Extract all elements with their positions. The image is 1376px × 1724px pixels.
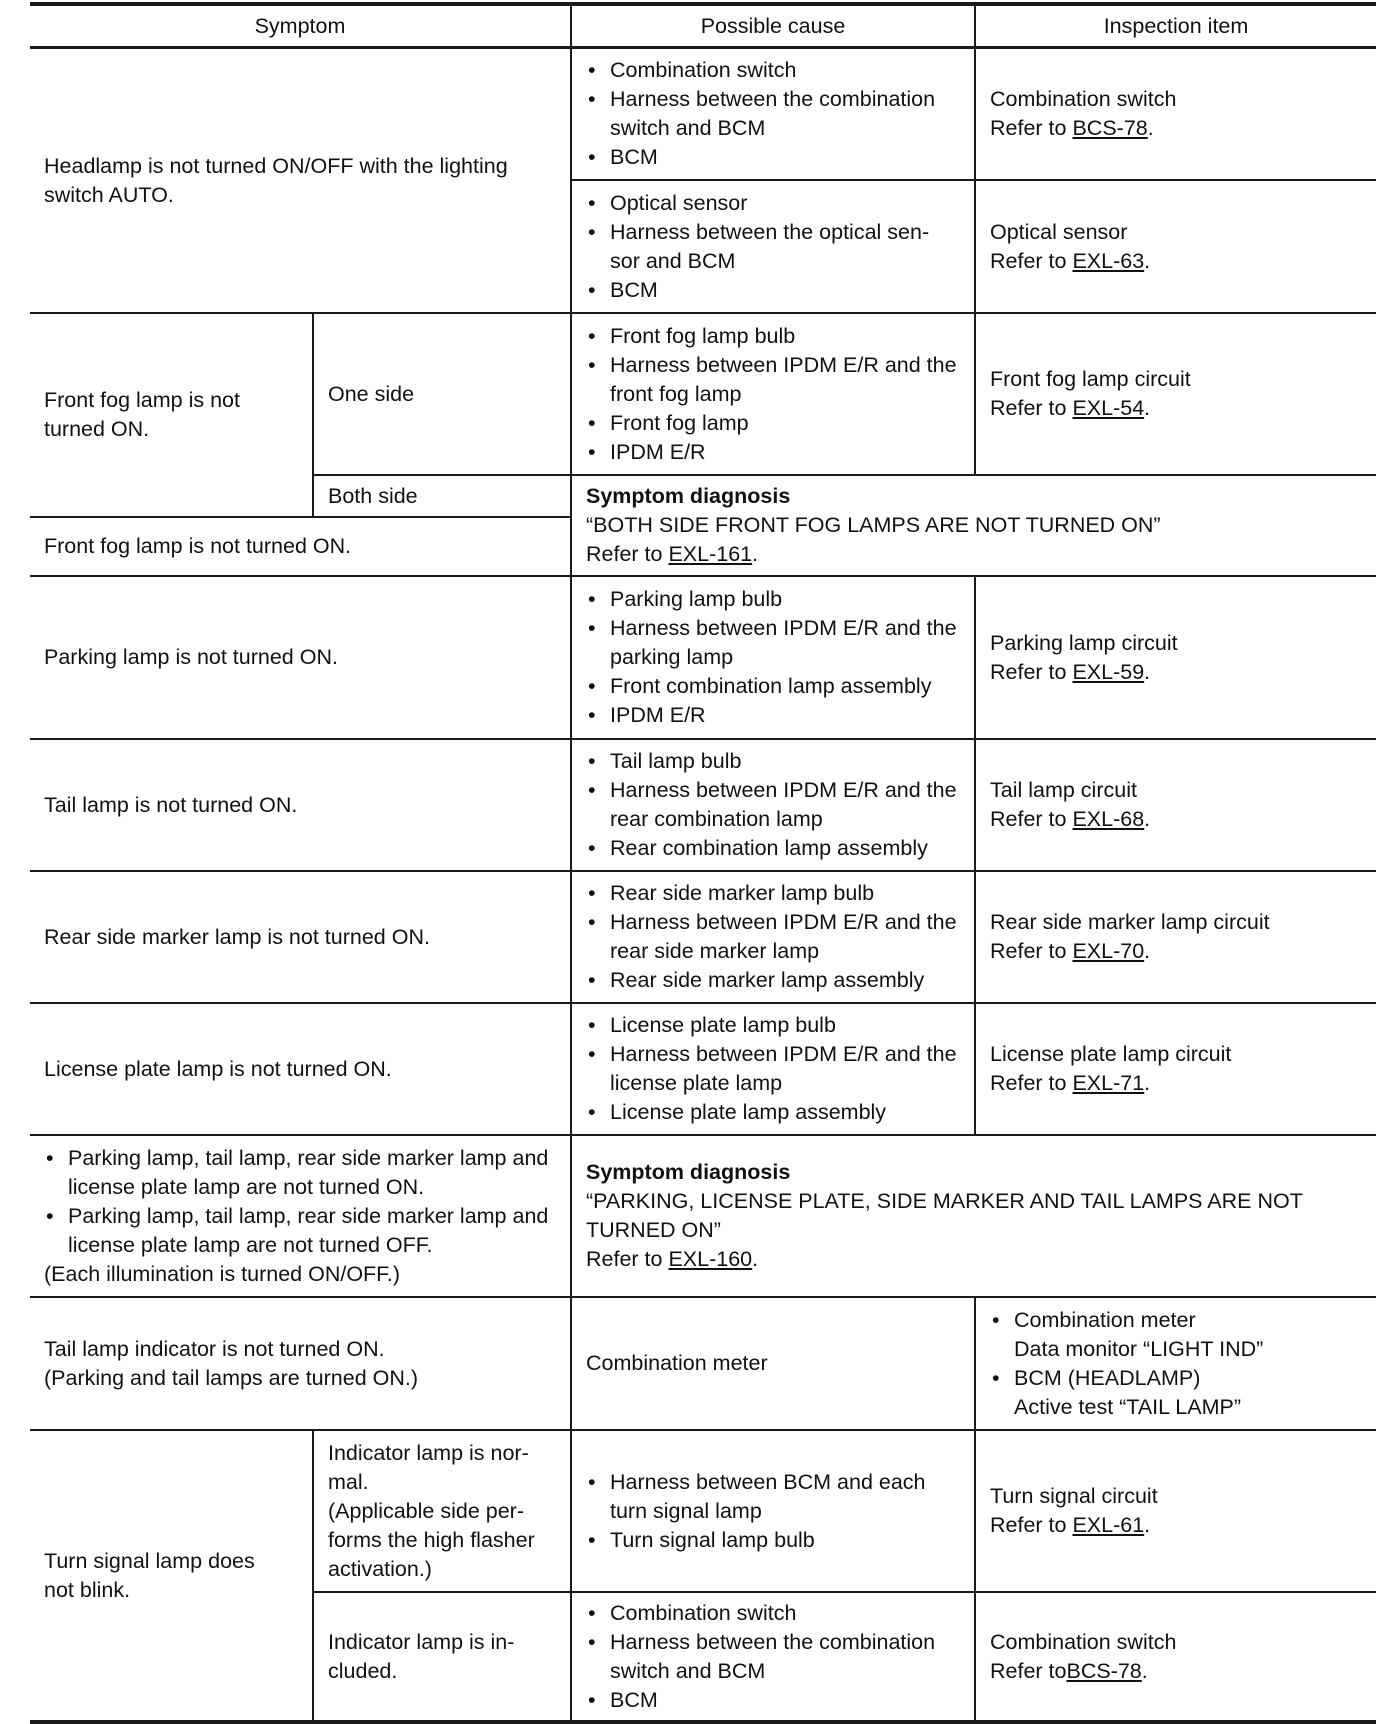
ref-prefix: Refer to (990, 939, 1073, 963)
ref-prefix: Refer to (990, 1071, 1073, 1095)
header-cause (572, 6, 974, 46)
cause-item: • Harness between IPDM E/R and the rear combination lamp (586, 776, 960, 834)
cause-cell (572, 577, 974, 738)
cause-item: • Harness between IPDM E/R and the parking lamp (586, 614, 960, 672)
cause-cell (572, 872, 974, 1002)
symptom-note: (Each illumination is turned ON/OFF.) (44, 1261, 401, 1286)
cause-item: • License plate lamp assembly (586, 1098, 960, 1127)
cause-item: • Parking lamp bulb (586, 585, 960, 614)
inspection-title: Optical sensor (990, 219, 1128, 244)
symptom-cell (30, 1298, 570, 1429)
symptom-text: License plate lamp is not turned ON. (44, 1056, 392, 1081)
inspection-item (990, 1306, 1362, 1364)
cause-cell (572, 181, 974, 312)
sub-condition-line: forms the high flasher (328, 1527, 535, 1552)
cause-item: • Harness between BCM and each turn signal lamp (586, 1468, 960, 1526)
ref-link[interactable]: EXL-71 (1072, 1071, 1145, 1095)
header-cause-label: Possible cause (700, 13, 846, 38)
symptom-cell (30, 1136, 570, 1296)
cause-cell (572, 740, 974, 870)
symptom-cell (30, 49, 570, 312)
cause-item: • Rear side marker lamp bulb (586, 879, 960, 908)
ref-suffix: . (752, 542, 759, 566)
cause-item: • BCM (586, 143, 960, 172)
inspection-cell (976, 1298, 1376, 1429)
cause-item: • Harness between IPDM E/R and the license plate lamp (586, 1040, 960, 1098)
sub-condition-cell (314, 1593, 570, 1720)
inspection-cell (976, 1431, 1376, 1591)
table-bottom-rule (30, 1720, 1376, 1724)
diagnosis-text: “BOTH SIDE FRONT FOG LAMPS ARE NOT TURNED ON” (586, 513, 1161, 537)
ref-link[interactable]: EXL-70 (1072, 939, 1145, 963)
symptom-cell (30, 314, 312, 516)
ref-link[interactable]: BCS-78 (1072, 116, 1148, 140)
ref-prefix: Refer to (990, 1513, 1073, 1537)
inspection-title: License plate lamp circuit (990, 1042, 1232, 1066)
inspection-cell (976, 740, 1376, 870)
sub-condition-cell (314, 1431, 570, 1591)
ref-link[interactable]: EXL-63 (1072, 248, 1145, 273)
inspection-reference (990, 247, 1362, 276)
ref-link[interactable]: EXL-68 (1072, 807, 1145, 831)
cause-item: • Harness between IPDM E/R and the front fog lamp (586, 351, 960, 409)
symptom-line: (Parking and tail lamps are turned ON.) (44, 1365, 419, 1390)
header-symptom (30, 6, 570, 46)
inspection-item-detail: Active test “TAIL LAMP” (1014, 1394, 1241, 1419)
cause-item: • Front fog lamp bulb (586, 322, 960, 351)
cause-item: • Turn signal lamp bulb (586, 1526, 960, 1555)
diagnosis-cell (572, 1136, 1376, 1296)
cause-item: • BCM (586, 276, 960, 305)
diagnosis-cell (572, 476, 1376, 575)
cause-item: • Rear side marker lamp assembly (586, 966, 960, 995)
cause-list (586, 1011, 960, 1127)
symptom-text: Front fog lamp is not turned ON. (44, 534, 352, 558)
sub-condition-line: Indicator lamp is in- (328, 1629, 515, 1654)
cause-list (586, 1468, 960, 1555)
ref-suffix: . (1144, 248, 1151, 273)
cause-item: • Harness between the combination switch and BCM (586, 85, 960, 143)
ref-prefix: Refer to (990, 248, 1073, 273)
inspection-item-title: BCM (HEADLAMP) (1014, 1365, 1201, 1390)
inspection-title: Tail lamp circuit (990, 778, 1137, 802)
cause-cell (572, 1593, 974, 1720)
inspection-cell (976, 314, 1376, 474)
cause-cell (572, 1298, 974, 1429)
symptom-cell (30, 740, 570, 870)
sub-condition-line: activation.) (328, 1556, 432, 1581)
inspection-reference (990, 658, 1362, 687)
symptom-list (44, 1144, 556, 1260)
ref-suffix: . (1144, 1071, 1151, 1095)
cause-item: • Optical sensor (586, 189, 960, 218)
diagnosis-reference (586, 540, 1362, 569)
ref-prefix: Refer to (586, 1247, 669, 1271)
symptom-text: Parking lamp is not turned ON. (44, 645, 338, 669)
cause-text: Combination meter (586, 1351, 768, 1375)
cause-cell (572, 1004, 974, 1134)
symptom-text: Front fog lamp is not turned ON. (44, 388, 240, 441)
diagnosis-title: Symptom diagnosis (586, 1160, 791, 1184)
cause-list (586, 585, 960, 730)
cause-list (586, 56, 960, 172)
ref-suffix: . (752, 1247, 759, 1271)
ref-link[interactable]: EXL-161 (668, 542, 753, 566)
inspection-reference (990, 394, 1362, 423)
cause-list (586, 189, 960, 305)
symptom-text: Rear side marker lamp is not turned ON. (44, 924, 430, 949)
inspection-cell (976, 577, 1376, 738)
inspection-title: Rear side marker lamp circuit (990, 910, 1270, 934)
cause-item: • Harness between the combination switch and BCM (586, 1628, 960, 1686)
inspection-cell (976, 181, 1376, 312)
symptom-text: Turn signal lamp does not blink. (44, 1548, 255, 1602)
ref-prefix: Refer to (990, 807, 1073, 831)
cause-item: • Harness between IPDM E/R and the rear side marker lamp (586, 908, 960, 966)
header-inspection-label: Inspection item (1103, 13, 1249, 38)
cause-item: • Combination switch (586, 56, 960, 85)
inspection-reference (990, 937, 1362, 966)
ref-link[interactable]: EXL-61 (1072, 1513, 1145, 1537)
cause-cell (572, 314, 974, 474)
inspection-reference (990, 1069, 1362, 1098)
cause-list (586, 747, 960, 863)
sub-condition-line: cluded. (328, 1658, 398, 1683)
cause-item: • Rear combination lamp assembly (586, 834, 960, 863)
header-symptom-label: Symptom (254, 13, 346, 38)
inspection-reference (990, 805, 1362, 834)
cause-item: • IPDM E/R (586, 438, 960, 467)
inspection-title: Front fog lamp circuit (990, 367, 1191, 391)
inspection-item (990, 1364, 1362, 1422)
inspection-title: Turn signal circuit (990, 1484, 1158, 1508)
sub-condition-line: mal. (328, 1469, 369, 1494)
inspection-cell (976, 1593, 1376, 1720)
diagnosis-title: Symptom diagnosis (586, 484, 791, 508)
cause-item: • Front combination lamp assembly (586, 672, 960, 701)
inspection-list (990, 1306, 1362, 1422)
cause-cell (572, 1431, 974, 1591)
inspection-title: Combination switch (990, 1629, 1177, 1654)
inspection-reference (990, 114, 1362, 143)
inspection-cell (976, 49, 1376, 179)
symptom-line: Tail lamp indicator is not turned ON. (44, 1336, 385, 1361)
symptom-text: Headlamp is not turned ON/OFF with the lighting switch AUTO. (44, 153, 508, 207)
cause-list (586, 879, 960, 995)
sub-condition-text: Both side (328, 483, 418, 508)
cause-item: • IPDM E/R (586, 701, 960, 730)
symptom-item: • Parking lamp, tail lamp, rear side marker lamp and license plate lamp are not turned OFF. (44, 1202, 556, 1260)
symptom-cell (30, 518, 570, 575)
cause-item: • Tail lamp bulb (586, 747, 960, 776)
ref-suffix: . (1141, 1658, 1148, 1683)
cause-list (586, 1599, 960, 1715)
ref-link[interactable]: EXL-54 (1072, 396, 1145, 420)
ref-suffix: . (1144, 939, 1151, 963)
symptom-item: • Parking lamp, tail lamp, rear side marker lamp and license plate lamp are not turned ON. (44, 1144, 556, 1202)
ref-link[interactable]: BCS-78 (1066, 1658, 1142, 1683)
cause-item: • License plate lamp bulb (586, 1011, 960, 1040)
ref-suffix: . (1144, 396, 1151, 420)
sub-condition-cell (314, 314, 570, 474)
cause-item: • Front fog lamp (586, 409, 960, 438)
inspection-item-detail: Data monitor “LIGHT IND” (1014, 1336, 1264, 1361)
symptom-cell (30, 1431, 312, 1720)
ref-prefix: Refer to (586, 542, 669, 566)
cause-item: • Combination switch (586, 1599, 960, 1628)
sub-condition-line: (Applicable side per- (328, 1498, 524, 1523)
ref-prefix: Refer to (990, 116, 1073, 140)
inspection-item-title: Combination meter (1014, 1307, 1196, 1332)
ref-suffix: . (1144, 659, 1151, 684)
cause-cell (572, 49, 974, 179)
cause-item: • Harness between the optical sen- sor and BCM (586, 218, 960, 276)
inspection-cell (976, 872, 1376, 1002)
sub-condition-cell (314, 476, 570, 516)
symptom-cell (30, 577, 570, 738)
ref-suffix: . (1144, 807, 1151, 831)
ref-prefix: Refer to (990, 1658, 1067, 1683)
diagnosis-reference (586, 1245, 1362, 1274)
cause-list (586, 322, 960, 467)
inspection-title: Parking lamp circuit (990, 630, 1178, 655)
diagnosis-text: “PARKING, LICENSE PLATE, SIDE MARKER AND TAIL LAMPS ARE NOT TURNED ON” (586, 1189, 1303, 1242)
symptom-text: Tail lamp is not turned ON. (44, 792, 298, 817)
header-inspection (976, 6, 1376, 46)
cause-item: • BCM (586, 1686, 960, 1715)
inspection-title: Combination switch (990, 87, 1177, 111)
symptom-cell (30, 872, 570, 1002)
ref-link[interactable]: EXL-59 (1072, 659, 1145, 684)
ref-suffix: . (1147, 116, 1154, 140)
sub-condition-line: Indicator lamp is nor- (328, 1440, 529, 1465)
inspection-reference (990, 1511, 1362, 1540)
ref-prefix: Refer to (990, 396, 1073, 420)
ref-suffix: . (1144, 1513, 1151, 1537)
inspection-cell (976, 1004, 1376, 1134)
symptom-cell (30, 1004, 570, 1134)
ref-prefix: Refer to (990, 659, 1073, 684)
inspection-reference (990, 1657, 1362, 1686)
sub-condition-text: One side (328, 381, 415, 406)
ref-link[interactable]: EXL-160 (668, 1247, 753, 1271)
